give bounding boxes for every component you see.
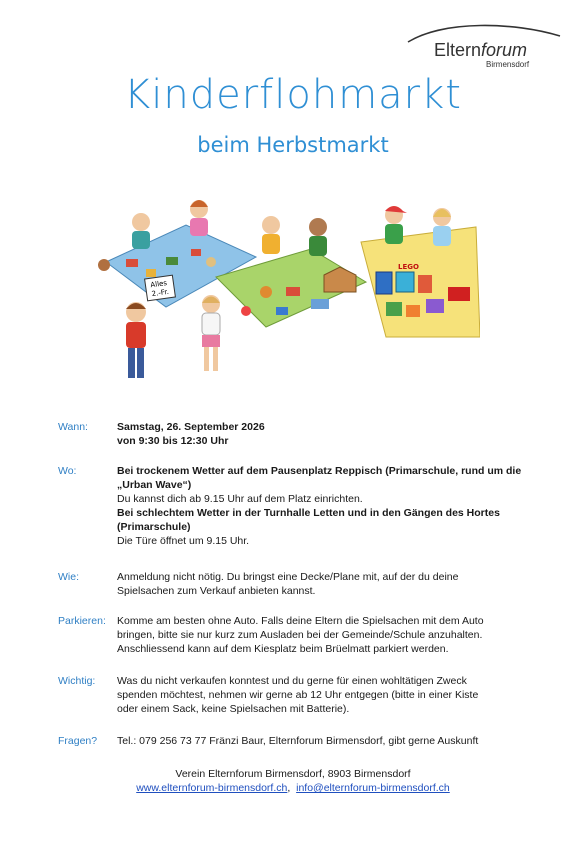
logo-wordmark: Elternforum [434,40,528,60]
email-link[interactable]: info@elternforum-birmensdorf.ch [296,782,450,794]
footer-org: Verein Elternforum Birmensdorf, 8903 Birmensdorf [175,768,411,780]
child-walking-red [126,302,146,378]
website-link[interactable]: www.elternforum-birmensdorf.ch [136,782,288,794]
info-label-parking: Parkieren: [58,615,106,627]
page-title: Kinderflohmarkt [124,72,462,118]
page-subtitle: beim Herbstmarkt [197,133,389,157]
info-text-where: Bei trockenem Wetter auf dem Pausenplatz Reppisch (Primarschule, rund um die „Urban Wave“) Du kannst dich ab 9.15 Uhr auf dem Platz einrichten. Bei schlechtem Wetter in der Turnhalle Letten und in den Gängen des Hortes (Primarschule) Die Türe öffnet um 9.15 Uhr. [117,465,522,547]
child-blue-right [190,200,208,236]
info-label-questions: Fragen? [58,735,98,747]
info-text-questions: Tel.: 079 256 73 77 Fränzi Baur, Elternforum Birmensdorf, gibt gerne Auskunft [117,735,479,747]
child-green-right [309,218,327,256]
svg-text:2.-Fr.: 2.-Fr. [151,287,170,299]
flea-market-illustration [96,187,480,397]
child-green-left [262,216,280,254]
svg-text:Alles: Alles [149,279,168,290]
child-yellow-right [433,208,451,246]
child-walking-pink [202,295,220,371]
info-text-important: Was du nicht verkaufen konntest und du gerne für einen wohltätigen Zweck spenden möchtest, nehmen wir gerne ab 12 Uhr entgegen (bitte in einer Kiste oder einem Sack, keine Spielsachen mit Batterie). [117,675,479,715]
logo-location: Birmensdorf [486,60,530,69]
info-label-how: Wie: [58,571,79,583]
info-label-when: Wann: [58,421,88,433]
info-label-where: Wo: [58,465,77,477]
info-text-when: Samstag, 26. September 2026 von 9:30 bis 12:30 Uhr [117,421,265,447]
info-text-parking: Komme am besten ohne Auto. Falls deine Eltern die Spielsachen mit dem Auto bringen, bitte sie nur kurz zum Ausladen bei der Gemeinde/Schule anzuhalten. Anschliessend kann auf dem Kiesplatz beim Brüelmatt parkiert werden. [117,615,484,655]
child-blue-left [132,213,150,249]
footer-links: www.elternforum-birmensdorf.ch, info@elternforum-birmensdorf.ch [136,782,450,794]
info-label-important: Wichtig: [58,675,96,687]
info-text-how: Anmeldung nicht nötig. Du bringst eine Decke/Plane mit, auf der du deine Spielsachen zum Verkauf anbieten kannst. [117,571,459,597]
svg-text:LEGO: LEGO [398,263,419,271]
